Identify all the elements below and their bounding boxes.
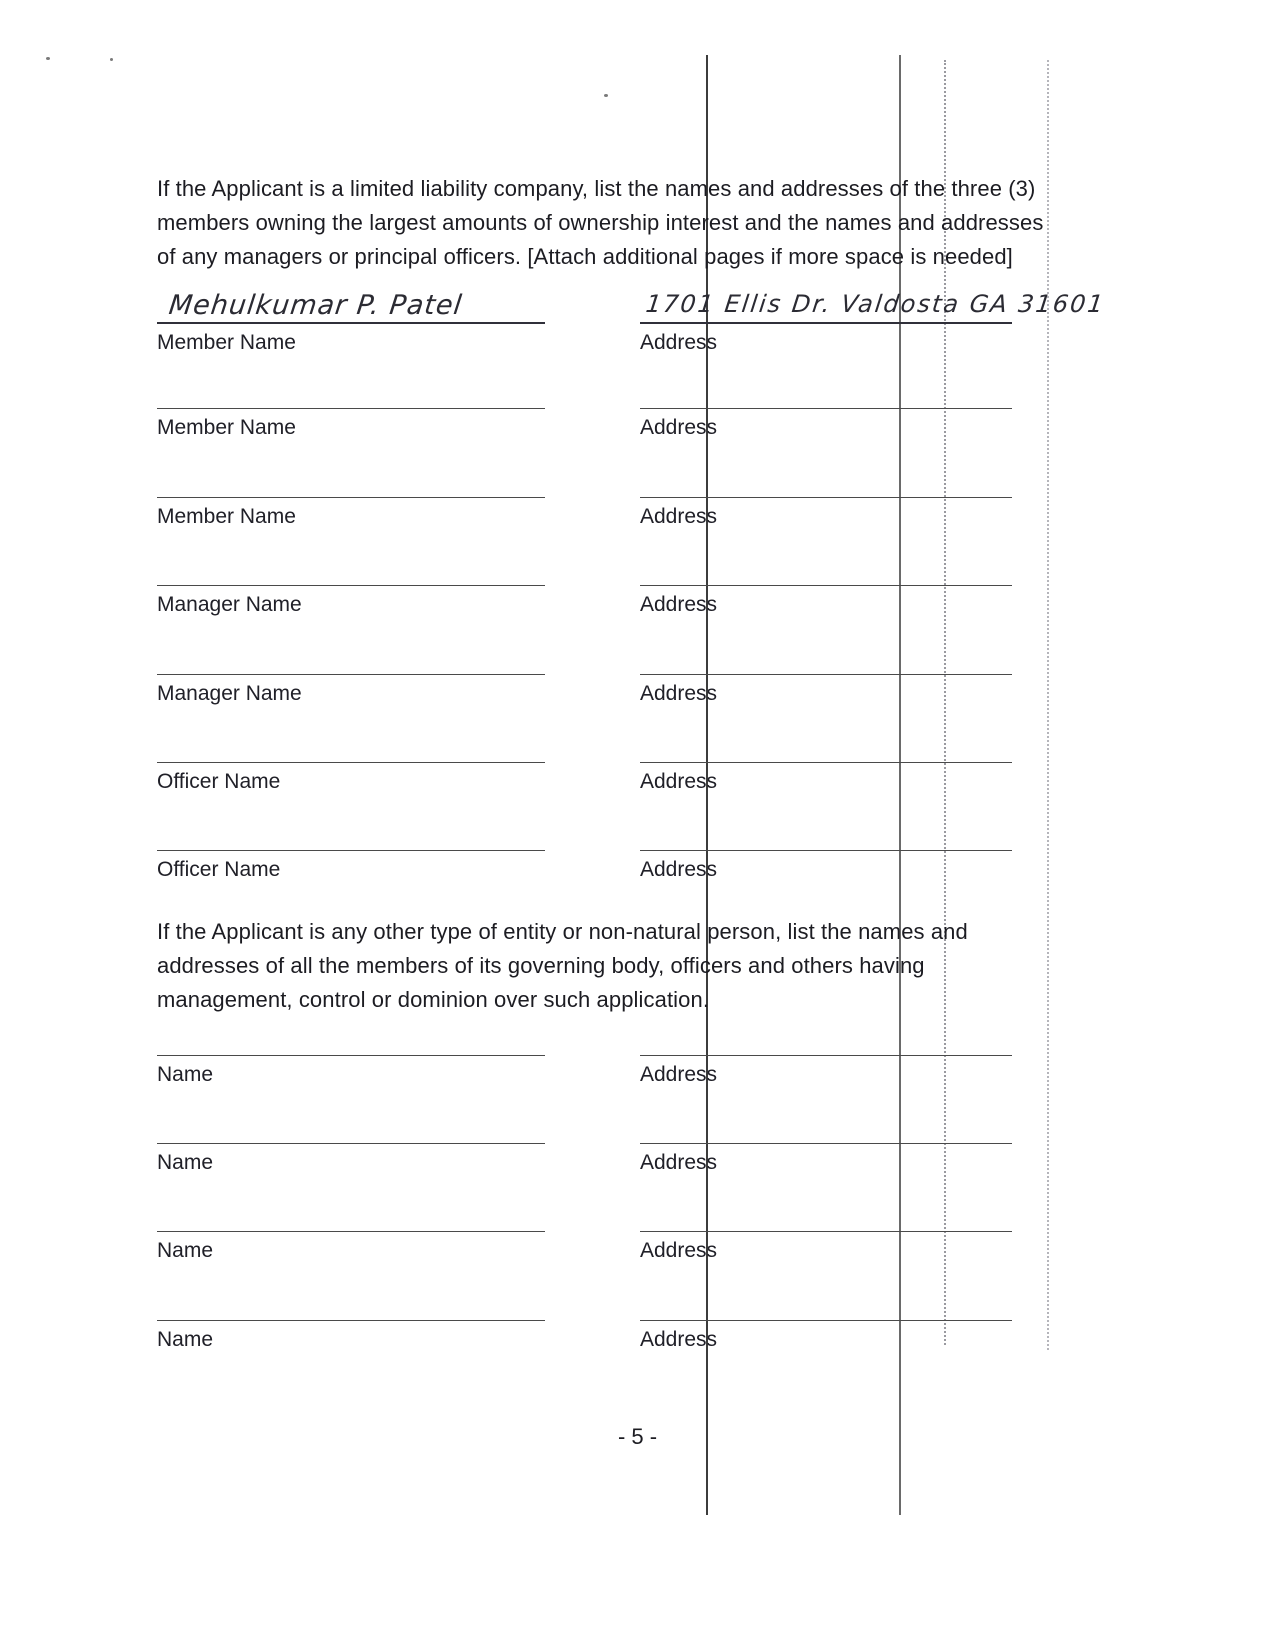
address-field [640,1286,1012,1352]
address-field [640,816,1012,882]
name-line [157,1197,545,1232]
address-label: Address [640,1239,718,1262]
address-handwritten-value: 1701 Ellis Dr. Valdosta GA 31601 [644,290,1107,318]
member-name-line [157,374,545,409]
officer-name-label: Officer Name [157,770,281,793]
officer-name-field [157,728,545,794]
manager-name-label: Manager Name [157,593,302,616]
member-name-field [157,463,545,529]
address-line [640,640,1012,675]
name-label: Name [157,1151,214,1174]
manager-name-field [157,551,545,617]
address-line [640,551,1012,586]
address-label: Address [640,1151,718,1174]
manager-name-label: Manager Name [157,682,302,705]
name-line [157,1286,545,1321]
member-name-label: Member Name [157,331,296,354]
address-field [640,640,1012,706]
officer-name-line [157,816,545,851]
address-label: Address [640,770,718,793]
scan-speck [46,57,50,60]
address-field [640,1021,1012,1087]
scan-speck [604,94,608,97]
officer-name-field [157,816,545,882]
manager-name-field [157,640,545,706]
address-field [640,1197,1012,1263]
address-label: Address [640,1063,718,1086]
manager-name-line [157,551,545,586]
address-line [640,374,1012,409]
address-field [640,288,1107,355]
member-name-field [157,374,545,440]
member-name-handwritten-value: Mehulkumar P. Patel [167,290,465,321]
scan-speck [110,58,113,61]
officer-name-line [157,728,545,763]
address-field [640,1109,1012,1175]
address-line [640,463,1012,498]
address-field [640,463,1012,529]
address-line [640,728,1012,763]
member-name-label: Member Name [157,416,296,439]
officer-name-label: Officer Name [157,858,281,881]
address-label: Address [640,505,718,528]
name-label: Name [157,1063,214,1086]
name-field [157,1197,545,1263]
address-line [640,1197,1012,1232]
address-line [640,1286,1012,1321]
page-number: - 5 - [617,1424,658,1449]
address-label: Address [640,858,718,881]
address-label: Address [640,682,718,705]
address-field [640,374,1012,440]
name-label: Name [157,1328,214,1351]
address-line [640,1109,1012,1144]
name-label: Name [157,1239,214,1262]
member-name-line [157,288,545,324]
address-field [640,551,1012,617]
name-field [157,1109,545,1175]
address-label: Address [640,593,718,616]
name-line [157,1021,545,1056]
name-field [157,1286,545,1352]
section2-intro-paragraph: If the Applicant is any other type of entity or non-natural person, list the names and addresses of all the members of its governing body, officers and others having management, control or dominion over such application. [157,919,968,1012]
name-field [157,1021,545,1087]
address-field [640,728,1012,794]
manager-name-line [157,640,545,675]
address-label: Address [640,1328,718,1351]
address-line [640,1021,1012,1056]
address-line [640,816,1012,851]
address-label: Address [640,331,718,354]
address-label: Address [640,416,718,439]
section1-intro-paragraph: If the Applicant is a limited liability company, list the names and addresses of the three (3) members owning the largest amounts of ownership interest and the names and addresses of any managers or principal officers. [Attach additional pages if more space is needed] [157,176,1044,269]
member-name-label: Member Name [157,505,296,528]
name-line [157,1109,545,1144]
member-name-line [157,463,545,498]
member-name-field [157,288,545,355]
address-line [640,288,1107,324]
